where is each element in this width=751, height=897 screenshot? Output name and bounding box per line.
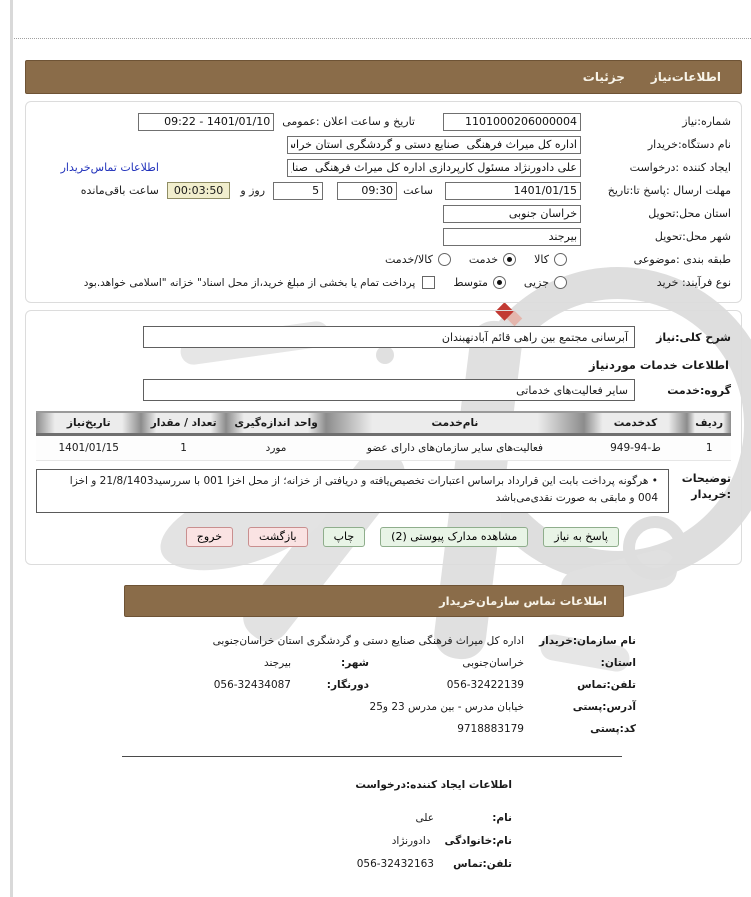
creator-last-name-label: نام:خانوادگی	[444, 835, 512, 848]
treasury-note: پرداخت تمام یا بخشی از مبلغ خرید،از محل اسناد" خزانه "اسلامی خواهد.بود	[83, 276, 416, 289]
buyer-contact-header-bar	[124, 585, 624, 617]
announce-datetime-label: تاریخ و ساعت اعلان :عمومی	[282, 115, 415, 128]
page-container	[25, 60, 742, 876]
row-creator-last-name	[114, 830, 512, 853]
col-service-code: کدخدمت	[584, 412, 688, 435]
row-need-number	[36, 110, 731, 133]
row-request-creator	[36, 156, 731, 179]
postal-address-label: آدرس:پستی	[572, 700, 636, 713]
buyer-notes-label-line1: توضیحات	[681, 472, 731, 485]
deadline-date-input[interactable]	[445, 182, 581, 200]
col-need-date: تاریخ‌نیاز	[36, 412, 141, 435]
row-postal-code	[114, 718, 636, 740]
tab-details[interactable]: جزئیات	[582, 70, 625, 84]
buyer-notes-box	[36, 469, 669, 513]
row-org-name	[114, 630, 636, 652]
row-delivery-city	[36, 225, 731, 248]
delivery-city-label: شهر محل:تحویل	[654, 230, 731, 243]
deadline-label: مهلت ارسال :پاسخ تا:تاریخ	[607, 184, 731, 197]
buyer-org-label: نام دستگاه:خریدار	[647, 138, 731, 151]
request-creator-card	[114, 779, 512, 876]
delivery-city-input[interactable]	[443, 228, 581, 246]
cell-service-code: 949-94-ط	[584, 435, 688, 461]
request-creator-header: اطلاعات ایجاد کننده:درخواست	[355, 778, 512, 791]
process-type-radios	[84, 276, 567, 289]
row-buyer-notes	[36, 469, 731, 513]
request-creator-input[interactable]	[287, 159, 581, 177]
need-description-label: شرح کلی:نیاز	[656, 330, 731, 344]
left-scrollbar[interactable]	[10, 0, 13, 897]
need-summary-panel	[25, 101, 742, 303]
services-section-header: اطلاعات خدمات موردنیاز	[589, 358, 729, 372]
remaining-countdown: 00:03:50	[167, 182, 230, 199]
service-group-box[interactable]: سایر فعالیت‌های خدماتی	[143, 379, 635, 401]
buyer-notes-label-line2: :خریدار	[691, 487, 731, 501]
creator-phone-label: تلفن:تماس	[453, 858, 512, 871]
row-creator-phone	[114, 853, 512, 876]
radio-service-label: خدمت	[468, 253, 499, 266]
radio-goods-label: کالا	[534, 253, 549, 266]
cell-service-name: فعالیت‌های سایر سازمان‌های دارای عضو	[326, 435, 583, 461]
cell-quantity: 1	[141, 435, 225, 461]
row-need-description	[36, 326, 731, 348]
exit-button[interactable]: خروج	[186, 527, 233, 547]
col-service-name: نام‌خدمت	[326, 412, 583, 435]
radio-medium-label: متوسط	[453, 276, 488, 289]
process-type-label: نوع فرآیند: خرید	[656, 276, 731, 289]
radio-partial-label: جزیی	[523, 276, 549, 289]
col-unit: واحد اندازه‌گیری	[226, 412, 326, 435]
creator-last-name-value: دادورنژاد	[391, 835, 431, 848]
buyer-contact-card	[114, 630, 636, 876]
row-delivery-province	[36, 202, 731, 225]
need-description-box[interactable]: آبرسانی مجتمع بین راهی قائم آبادنهبندان	[143, 326, 635, 348]
row-province-city	[114, 652, 636, 674]
row-phone-fax	[114, 674, 636, 696]
row-classification	[36, 248, 731, 271]
delivery-province-label: استان محل:تحویل	[648, 207, 731, 220]
radio-goods-service-label: کالا/خدمت	[385, 253, 433, 266]
creator-first-name-label: نام:	[492, 812, 512, 825]
services-table	[36, 411, 731, 461]
row-buyer-org	[36, 133, 731, 156]
creator-phone-value: 056-32432163	[356, 858, 434, 871]
deadline-hour-label: ساعت	[403, 184, 433, 197]
deadline-days-input[interactable]	[273, 182, 323, 200]
org-name-label: نام سازمان:خریدار	[539, 634, 636, 647]
print-button[interactable]: چاپ	[323, 527, 366, 547]
top-dotted-divider	[14, 38, 751, 39]
need-number-label: شماره:نیاز	[682, 115, 731, 128]
cell-unit: مورد	[226, 435, 326, 461]
contact-divider	[122, 756, 622, 757]
buyer-contact-link[interactable]: اطلاعات تماس‌خریدار	[60, 161, 159, 174]
need-number-input[interactable]	[443, 113, 581, 131]
cell-need-date: 1401/01/15	[36, 435, 141, 461]
radio-service[interactable]	[503, 253, 516, 266]
row-creator-first-name	[114, 807, 512, 830]
buyer-contact-header: اطلاعات تماس سازمان‌خریدار	[439, 593, 607, 608]
contact-province-label: استان:	[600, 656, 636, 669]
announce-datetime-input[interactable]	[138, 113, 274, 131]
org-name-value: اداره کل میراث فرهنگی صنایع دستی و گردشگری استان خراسان‌جنوبی	[212, 634, 524, 647]
buyer-notes-label	[669, 469, 731, 513]
radio-partial[interactable]	[554, 276, 567, 289]
remaining-label: ساعت باقی‌مانده	[80, 184, 159, 197]
radio-goods-service[interactable]	[438, 253, 451, 266]
radio-medium[interactable]	[493, 276, 506, 289]
respond-to-need-button[interactable]: پاسخ به نیاز	[543, 527, 619, 547]
contact-phone-label: تلفن:تماس	[577, 678, 636, 691]
bullet-icon: •	[651, 475, 658, 487]
services-panel	[25, 310, 742, 565]
cell-row-number: 1	[687, 435, 731, 461]
postal-address-value: خیابان مدرس - بین مدرس 23 و25	[369, 700, 524, 713]
col-row-number: ردیف	[687, 412, 731, 435]
days-suffix-label: روز و	[240, 184, 266, 197]
delivery-province-input[interactable]	[443, 205, 581, 223]
radio-goods[interactable]	[554, 253, 567, 266]
action-buttons	[36, 527, 619, 547]
contact-province-value: خراسان‌جنوبی	[462, 656, 524, 669]
classification-label: طبقه بندی :موضوعی	[633, 253, 731, 266]
col-quantity: تعداد / مقدار	[141, 412, 225, 435]
contact-phone-value: 056-32422139	[446, 678, 524, 691]
contact-fax-value: 056-32434087	[213, 678, 291, 691]
classification-radios	[367, 253, 567, 266]
contact-city-value: بیرجند	[263, 656, 291, 669]
tab-need-info[interactable]: اطلاعات‌نیاز	[650, 70, 721, 84]
title-bar	[25, 60, 742, 94]
buyer-org-input[interactable]	[287, 136, 581, 154]
service-table-row[interactable]	[36, 435, 731, 461]
services-table-header-row	[36, 412, 731, 435]
service-group-label: گروه:خدمت	[667, 383, 731, 397]
postal-code-value: 9718883179	[457, 722, 524, 735]
row-service-group	[36, 379, 731, 401]
row-deadline	[36, 179, 731, 202]
request-creator-label: ایجاد کننده :درخواست	[629, 161, 731, 174]
contact-fax-label: دورنگار:	[326, 678, 369, 691]
back-button[interactable]: بازگشت	[248, 527, 308, 547]
buyer-notes-text: هرگونه پرداخت بابت این قرارداد براساس اعتبارات تخصیص‌یافته و دریافتی از خزانه؛ از محل اخزا 001 با سررسید21/8/1403 و اخزا 004 و مابقی به صورت نقدی‌می‌باشد	[69, 475, 658, 505]
postal-code-label: کد:پستی	[590, 722, 636, 735]
treasury-checkbox[interactable]	[422, 276, 435, 289]
view-attachments-button[interactable]: مشاهده مدارک پیوستی (2)	[380, 527, 528, 547]
contact-city-label: شهر:	[341, 656, 369, 669]
creator-first-name-value: علی	[415, 812, 434, 825]
deadline-time-input[interactable]	[337, 182, 397, 200]
row-postal-address	[114, 696, 636, 718]
row-process-type	[36, 271, 731, 294]
